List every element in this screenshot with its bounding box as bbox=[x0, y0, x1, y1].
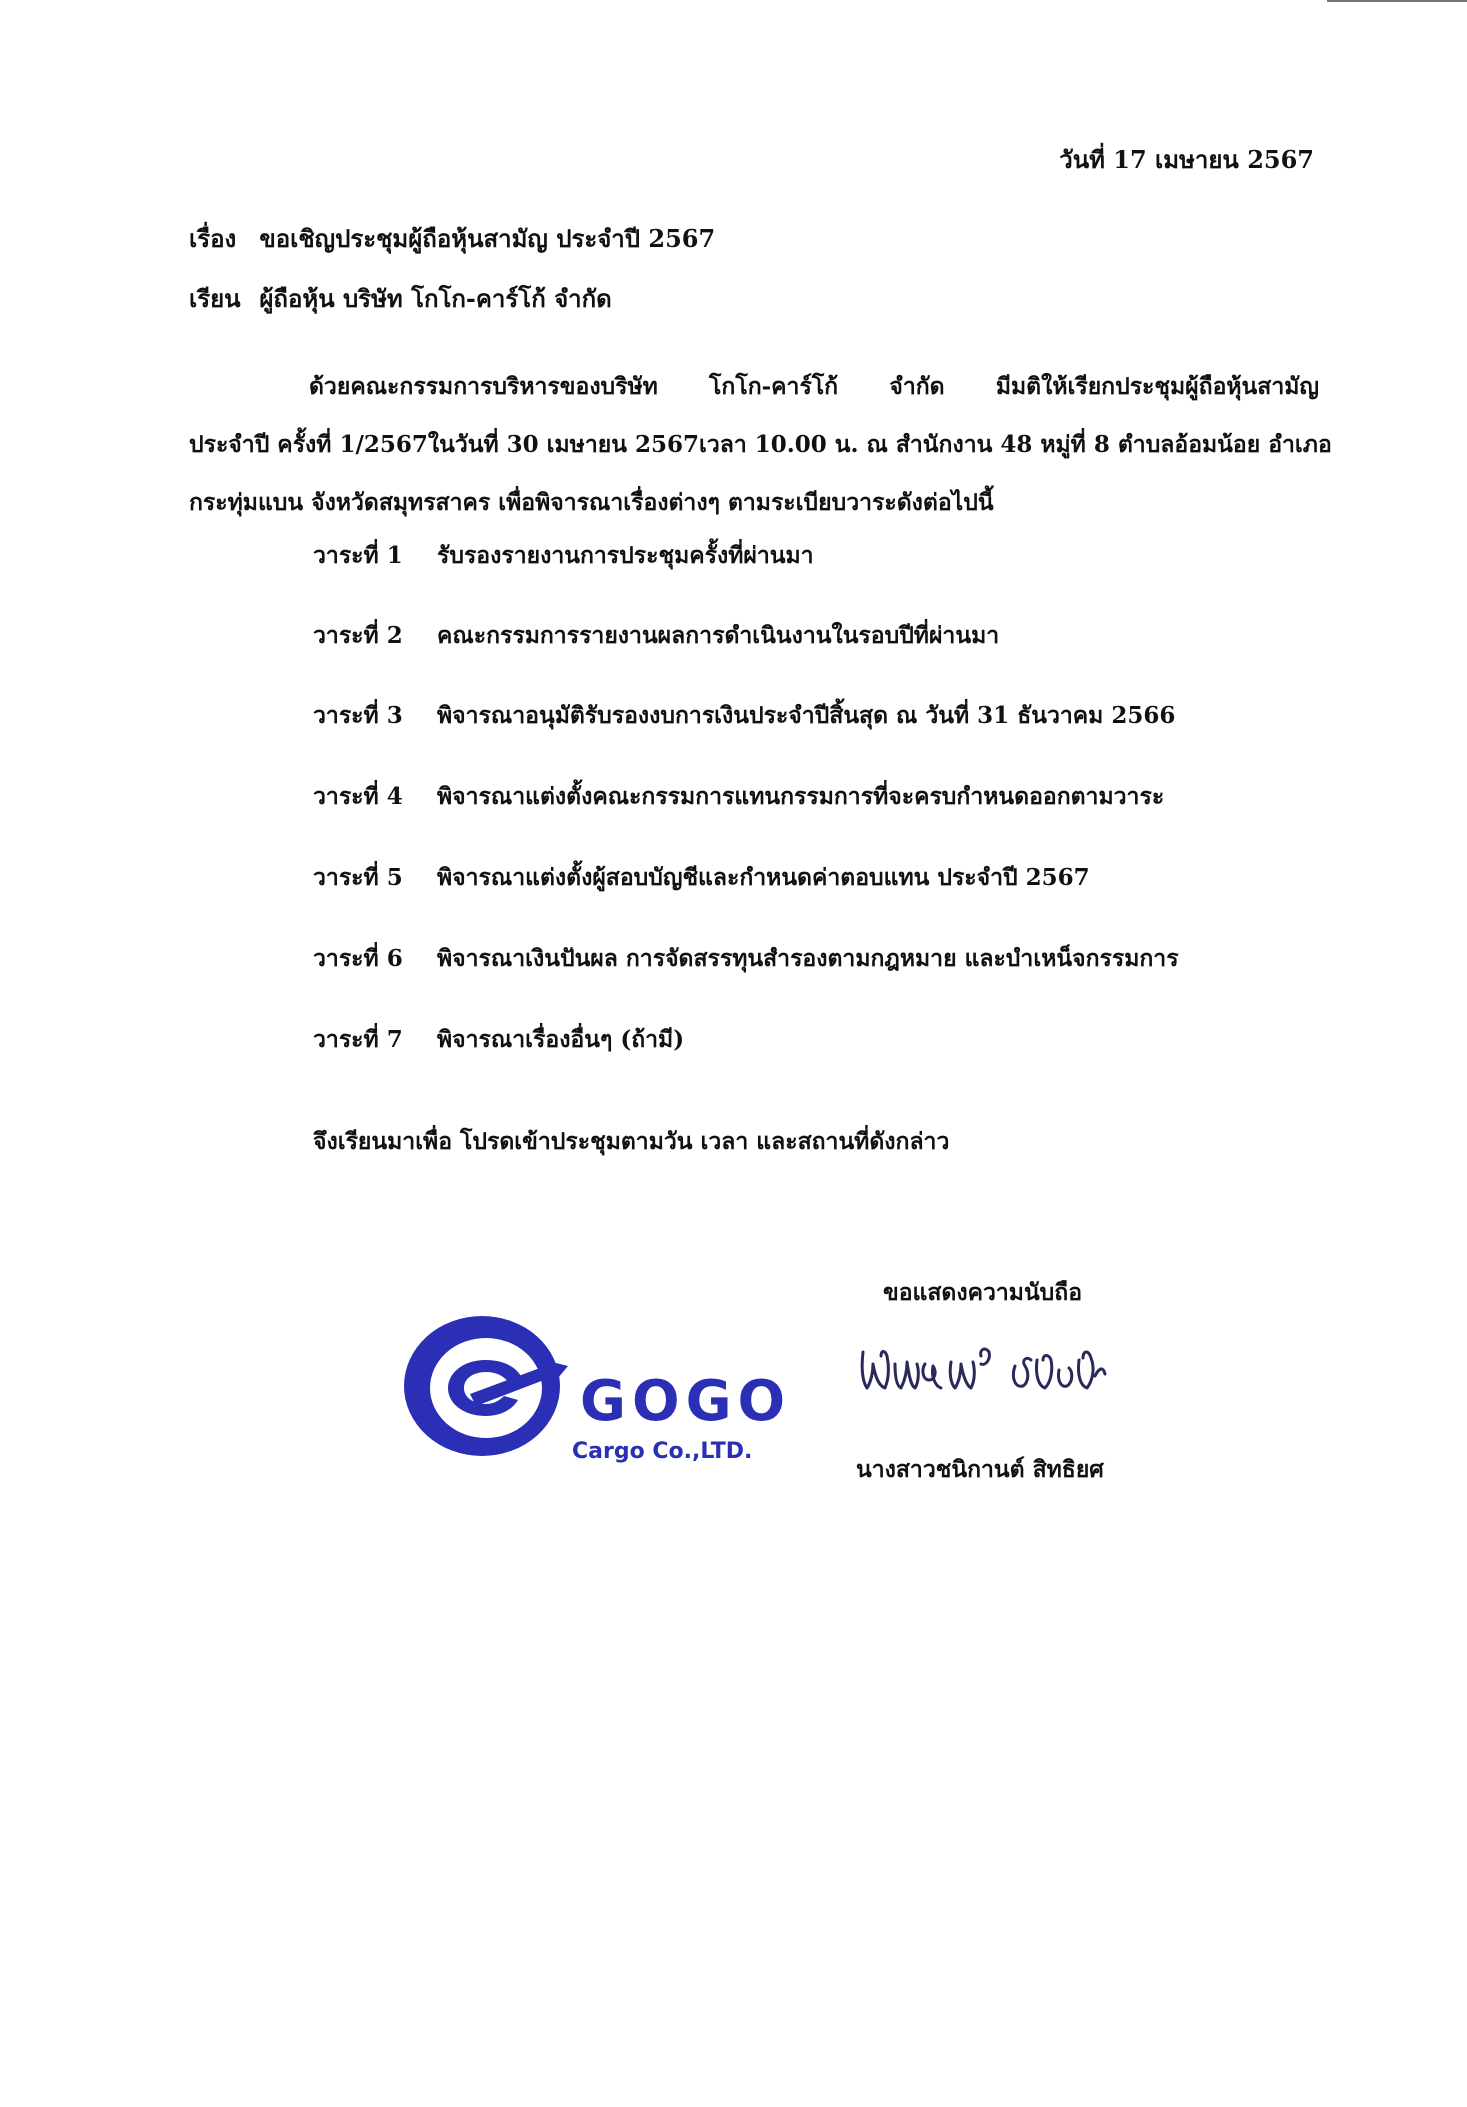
regards-text: ขอแสดงความนับถือ bbox=[883, 1279, 1083, 1306]
agenda-item bbox=[313, 941, 1179, 977]
svg-text:Cargo Co.,LTD.: Cargo Co.,LTD. bbox=[572, 1439, 753, 1464]
handwritten-signature bbox=[855, 1330, 1115, 1410]
agenda-number: วาระที่ 4 bbox=[313, 783, 403, 810]
agenda-text: พิจารณาแต่งตั้งผู้สอบบัญชีและกำหนดค่าตอบแทน ประจำปี 2567 bbox=[437, 864, 1090, 891]
recipient-label: เรียน bbox=[189, 284, 241, 313]
agenda-item bbox=[313, 779, 1164, 815]
svg-text:GOGO: GOGO bbox=[580, 1369, 792, 1434]
body-line: ประจำปี ครั้งที่ 1/2567ในวันที่ 30 เมษายน 2567เวลา 10.00 น. ณ สำนักงาน 48 หมู่ที่ 8 ตำบลอ้อมน้อย อำเภอ bbox=[189, 431, 1332, 458]
top-edge-line bbox=[1327, 0, 1467, 2]
agenda-text: พิจารณาแต่งตั้งคณะกรรมการแทนกรรมการที่จะครบกำหนดออกตามวาระ bbox=[437, 783, 1165, 810]
subject-label: เรื่อง bbox=[189, 224, 237, 253]
agenda-number: วาระที่ 7 bbox=[313, 1026, 403, 1053]
agenda-item bbox=[313, 860, 1090, 896]
recipient-row bbox=[189, 279, 612, 318]
logo-wordmark bbox=[572, 1369, 791, 1464]
agenda-text: คณะกรรมการรายงานผลการดำเนินงานในรอบปีที่ผ่านมา bbox=[437, 622, 1000, 649]
agenda-text: พิจารณาเรื่องอื่นๆ (ถ้ามี) bbox=[437, 1026, 685, 1053]
agenda-number: วาระที่ 6 bbox=[313, 945, 403, 972]
body-line: ด้วยคณะกรรมการบริหารของบริษัท โกโก-คาร์โก้ จำกัด มีมติให้เรียกประชุมผู้ถือหุ้นสามัญ bbox=[309, 373, 1319, 400]
body-line: กระทุ่มแบน จังหวัดสมุทรสาคร เพื่อพิจารณาเรื่องต่างๆ ตามระเบียบวาระดังต่อไปนี้ bbox=[189, 489, 994, 516]
agenda-number: วาระที่ 3 bbox=[313, 702, 403, 729]
agenda-item bbox=[313, 618, 999, 654]
agenda-item bbox=[313, 1022, 684, 1058]
agenda-text: พิจารณาอนุมัติรับรองงบการเงินประจำปีสิ้นสุด ณ วันที่ 31 ธันวาคม 2566 bbox=[437, 702, 1176, 729]
recipient-text: ผู้ถือหุ้น บริษัท โกโก-คาร์โก้ จำกัด bbox=[259, 284, 612, 313]
logo-emblem-icon bbox=[404, 1316, 568, 1456]
agenda-item bbox=[313, 538, 814, 574]
agenda-text: รับรองรายงานการประชุมครั้งที่ผ่านมา bbox=[437, 542, 814, 569]
agenda-number: วาระที่ 5 bbox=[313, 864, 403, 891]
agenda-item bbox=[313, 698, 1175, 734]
company-logo bbox=[400, 1308, 820, 1468]
closing-sentence: จึงเรียนมาเพื่อ โปรดเข้าประชุมตามวัน เวลา และสถานที่ดังกล่าว bbox=[313, 1128, 950, 1155]
signer-name: นางสาวชนิกานต์ สิทธิยศ bbox=[856, 1456, 1104, 1483]
body-paragraph bbox=[189, 358, 1332, 532]
subject-row bbox=[189, 219, 715, 258]
agenda-number: วาระที่ 1 bbox=[313, 542, 403, 569]
agenda-number: วาระที่ 2 bbox=[313, 622, 403, 649]
subject-text: ขอเชิญประชุมผู้ถือหุ้นสามัญ ประจำปี 2567 bbox=[259, 224, 716, 253]
letter-date: วันที่ 17 เมษายน 2567 bbox=[1059, 145, 1314, 174]
agenda-text: พิจารณาเงินปันผล การจัดสรรทุนสำรองตามกฎหมาย และบำเหน็จกรรมการ bbox=[437, 945, 1179, 972]
